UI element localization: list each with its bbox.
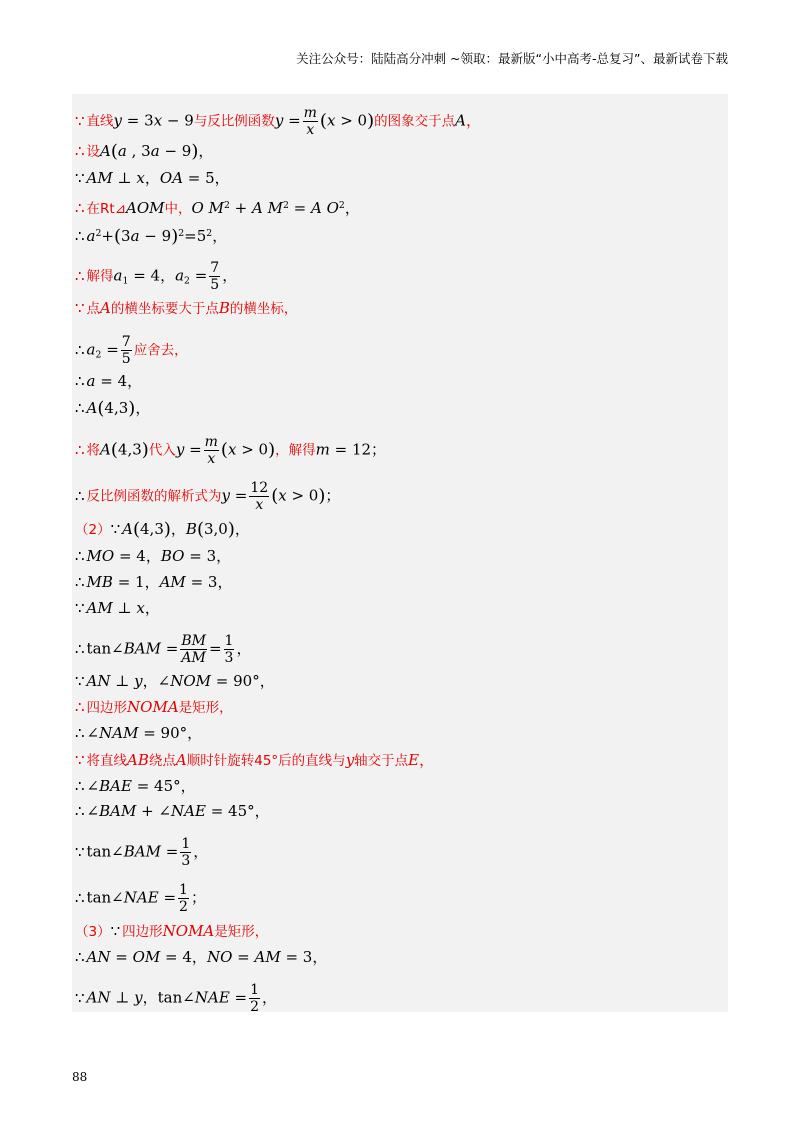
- solution-line: （2）∵ A(4,3)，B(3,0)，: [75, 519, 250, 540]
- solution-line: ∵ AN ⊥ y，∠NOM = 90°，: [75, 672, 275, 690]
- page-number: 88: [72, 1070, 88, 1084]
- solution-line: ∵ 将直线AB绕点A顺时针旋转45°后的直线与y轴交于点E，: [75, 751, 435, 769]
- solution-line: ∴ MO = 4，BO = 3，: [75, 547, 232, 565]
- solution-line: ∴ ∠BAM + ∠NAE = 45°，: [75, 802, 270, 820]
- solution-line: ∴ 设A(a , 3a − 9)，: [75, 141, 214, 162]
- solution-line: ∴ $a_2$ = $\frac{7}{5}$ 应舍去，: [75, 334, 188, 367]
- solution-line: ∵ tan∠BAM = $\frac{1}{3}$ ，: [75, 836, 209, 869]
- solution-line: （3）∵ 四边形NOMA是矩形，: [75, 922, 269, 940]
- solution-line: ∴ 将A(4,3)代入y = $\frac{m}{x}$ (x > 0)，解得m = 12；: [75, 434, 387, 467]
- solution-line: ∴ tan∠NAE = $\frac{1}{2}$ ；: [75, 882, 206, 915]
- solution-line: ∴ tan∠BAM = $\frac{BM}{AM}$ = $\frac{1}{3}$ ，: [75, 633, 252, 666]
- solution-line: ∴ a = 4，: [75, 372, 143, 390]
- solution-line: ∴ 四边形NOMA是矩形，: [75, 698, 233, 716]
- solution-line: ∵ AN ⊥ y，tan∠NAE = $\frac{1}{2}$ ，: [75, 982, 278, 1015]
- solution-line: ∴ AN = OM = 4，NO = AM = 3，: [75, 948, 328, 966]
- solution-line: ∴ 反比例函数的解析式为y = $\frac{12}{x}$ (x > 0)；: [75, 480, 341, 513]
- solution-line: ∴ $a^2+(3a - 9)^2=5^2$，: [75, 226, 228, 248]
- solution-line: ∴ 在Rt⊿AOM中，O $M^2 + A$ $M^2 = A$ $O^2$，: [75, 199, 360, 218]
- solution-line: ∴ ∠BAE = 45°，: [75, 777, 196, 795]
- solution-line: ∴ A(4,3)，: [75, 398, 151, 419]
- page-header: 关注公众号：陆陆高分冲刺 ~领取：最新版“小中高考-总复习”、最新试卷下载: [296, 51, 728, 66]
- solution-line: ∵ 直线y = 3x − 9与反比例函数y = $\frac{m}{x}$ (x > 0)的图象交于点A，: [75, 105, 481, 138]
- solution-line: ∴ 解得$a_1 = 4$，$a_2$ = $\frac{7}{5}$ ，: [75, 260, 238, 293]
- solution-line: ∵ AM ⊥ x，OA = 5，: [75, 169, 230, 187]
- solution-line: ∴ MB = 1，AM = 3，: [75, 573, 233, 591]
- solution-panel: [72, 94, 728, 1015]
- solution-line: ∵ 点A的横坐标要大于点B的横坐标，: [75, 299, 298, 317]
- solution-line: ∵ AM ⊥ x，: [75, 599, 160, 617]
- solution-line: ∴ ∠NAM = 90°，: [75, 724, 203, 742]
